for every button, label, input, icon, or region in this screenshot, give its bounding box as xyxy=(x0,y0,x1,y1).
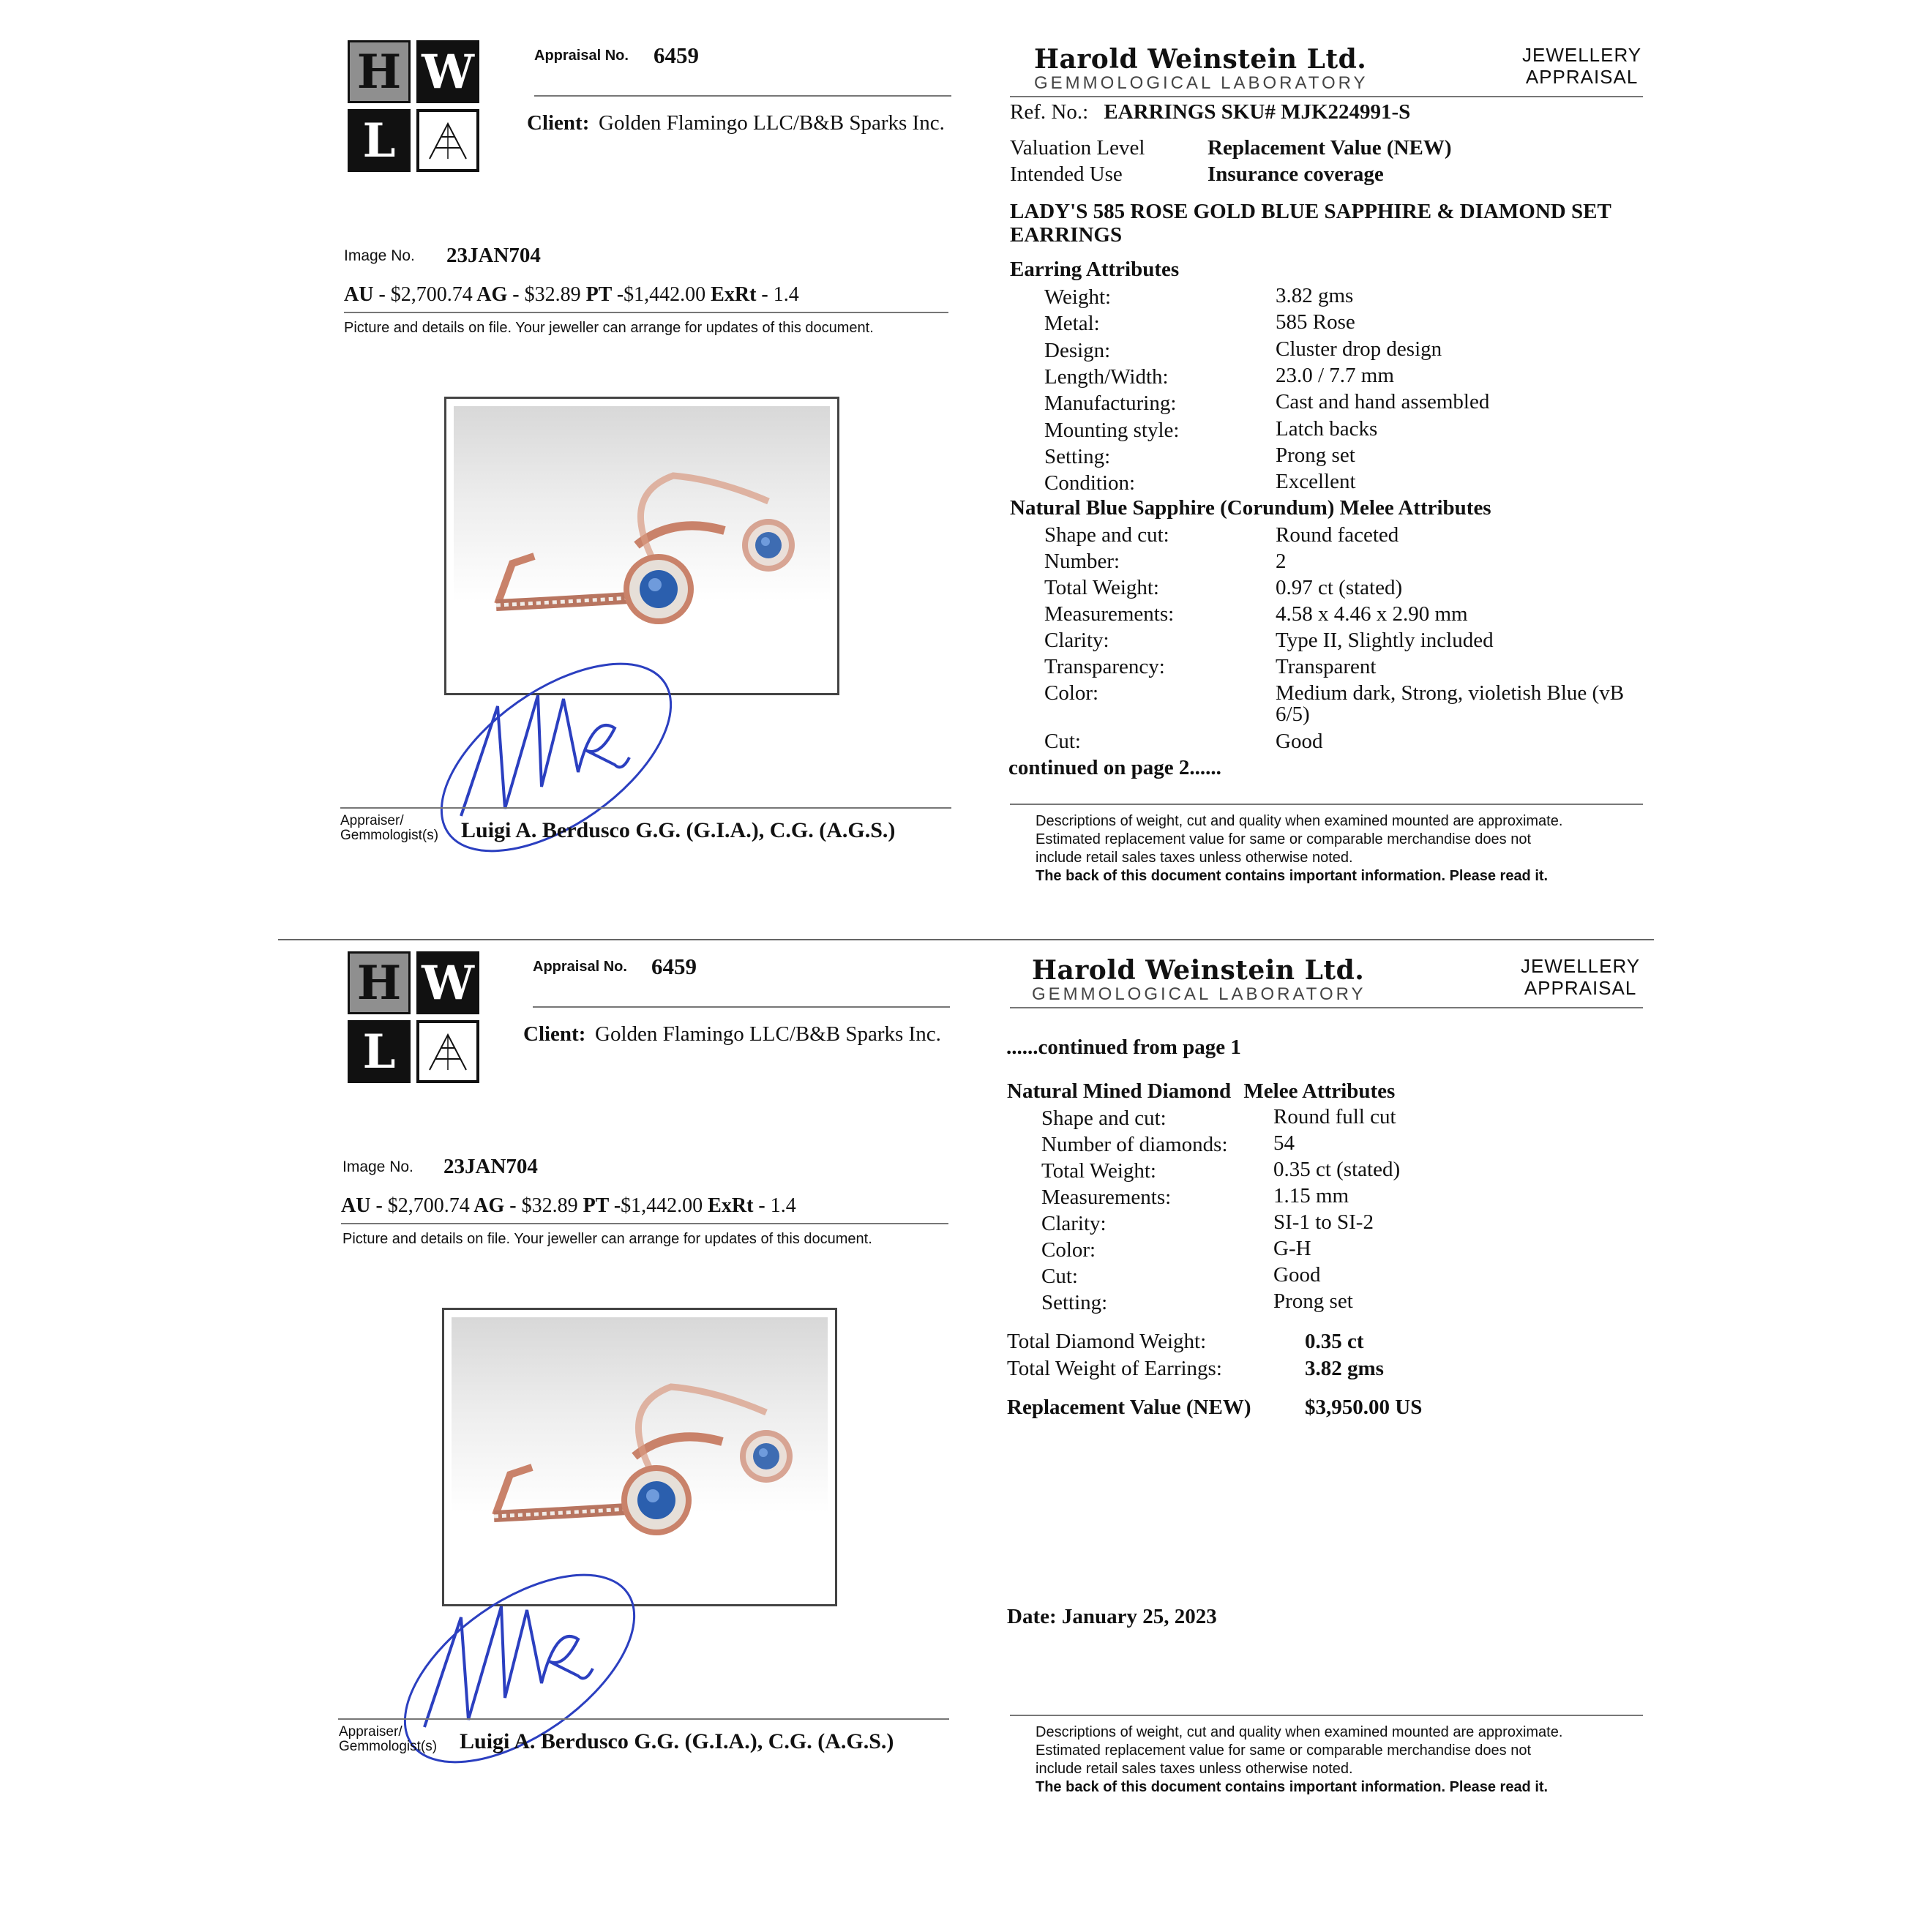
metal-prices: AU - $2,700.74 AG - $32.89 PT -$1,442.00 ExRt - 1.4 xyxy=(341,1194,796,1217)
attr-key: Number: xyxy=(1044,550,1120,573)
attr-value: Transparent xyxy=(1276,655,1377,678)
appraisal-no: 6459 xyxy=(654,42,699,68)
sapphire-heading: Natural Blue Sapphire (Corundum) Melee Attributes xyxy=(1010,496,1491,520)
attr-value: SI-1 to SI-2 xyxy=(1273,1210,1374,1234)
attr-value: Round faceted xyxy=(1276,523,1399,547)
appraiser-name: Luigi A. Berdusco G.G. (G.I.A.), C.G. (A.G.S.) xyxy=(461,818,896,842)
firm-sub: GEMMOLOGICAL LABORATORY xyxy=(1034,73,1368,93)
firm-name: Harold Weinstein Ltd. xyxy=(1034,44,1367,75)
appraiser-label: Appraiser/ Gemmologist(s) xyxy=(340,813,439,843)
attr-key: Total Weight: xyxy=(1041,1159,1156,1183)
total-weight-value: 3.82 gms xyxy=(1305,1357,1384,1380)
logo-letter-l: L xyxy=(348,1020,411,1083)
continued-from: ......continued from page 1 xyxy=(1006,1036,1241,1059)
logo-emblem-icon xyxy=(416,109,479,172)
client-label: Client: xyxy=(527,111,590,135)
attr-key: Transparency: xyxy=(1044,655,1165,678)
attr-value: G-H xyxy=(1273,1237,1311,1260)
appraisal-page-2 xyxy=(278,940,1661,1848)
attr-value: 1.15 mm xyxy=(1273,1184,1349,1208)
replacement-label: Replacement Value (NEW) xyxy=(1007,1396,1251,1419)
attr-key: Design: xyxy=(1044,338,1111,362)
attr-key: Setting: xyxy=(1044,444,1111,468)
attr-value: 3.82 gms xyxy=(1276,284,1354,307)
doc-type: JEWELLERY APPRAISAL xyxy=(1522,44,1642,88)
attr-key: Cut: xyxy=(1041,1265,1078,1288)
client-name: Golden Flamingo LLC/B&B Sparks Inc. xyxy=(595,1022,941,1046)
attr-key: Condition: xyxy=(1044,471,1136,495)
total-weight-label: Total Weight of Earrings: xyxy=(1007,1357,1222,1380)
appraiser-name: Luigi A. Berdusco G.G. (G.I.A.), C.G. (A.G.S.) xyxy=(460,1729,894,1753)
total-diamond-value: 0.35 ct xyxy=(1305,1330,1364,1353)
attr-value: 54 xyxy=(1273,1131,1295,1155)
diamond-heading: Natural Mined Diamond Melee Attributes xyxy=(1007,1079,1396,1103)
attr-key: Cut: xyxy=(1044,730,1081,753)
disclaimer: Descriptions of weight, cut and quality when examined mounted are approximate. Estimated replacement value for same or comparable merchandise does not include retail sales taxes unless otherwise noted. The back of this document contains important information. Please read it. xyxy=(1036,1724,1563,1795)
attr-key: Clarity: xyxy=(1044,629,1109,652)
earring-heading: Earring Attributes xyxy=(1010,258,1180,281)
attr-value: 0.97 ct (stated) xyxy=(1276,576,1403,599)
firm-header xyxy=(1032,955,1366,1005)
attr-value: Type II, Slightly included xyxy=(1276,629,1494,652)
attr-value: Good xyxy=(1276,730,1323,753)
client-name: Golden Flamingo LLC/B&B Sparks Inc. xyxy=(599,111,945,135)
earring-photo xyxy=(442,1308,837,1606)
attr-key: Length/Width: xyxy=(1044,364,1169,389)
attr-value: 585 Rose xyxy=(1276,310,1355,334)
attr-value: Good xyxy=(1273,1263,1321,1287)
appraisal-page-1 xyxy=(278,29,1661,937)
valuation-label: Valuation Level xyxy=(1010,136,1145,160)
firm-header xyxy=(1034,44,1368,94)
total-diamond-label: Total Diamond Weight: xyxy=(1007,1330,1207,1353)
client-label: Client: xyxy=(523,1022,586,1046)
attr-value: Prong set xyxy=(1276,443,1355,467)
appraisal-no: 6459 xyxy=(651,954,697,979)
earring-photo xyxy=(444,397,839,695)
firm-name: Harold Weinstein Ltd. xyxy=(1032,955,1365,986)
attr-value: Medium dark, Strong, violetish Blue (vB xyxy=(1276,681,1625,705)
picture-note: Picture and details on file. Your jeweller can arrange for updates of this document. xyxy=(344,320,874,336)
attr-value: Excellent xyxy=(1276,470,1356,494)
replacement-value: $3,950.00 US xyxy=(1305,1396,1423,1419)
appraisal-no-label: Appraisal No. xyxy=(533,959,627,975)
logo-letter-h: H xyxy=(348,951,411,1014)
metal-prices: AU - $2,700.74 AG - $32.89 PT -$1,442.00 ExRt - 1.4 xyxy=(344,283,799,306)
ref-row: Ref. No.: EARRINGS SKU# MJK224991-S xyxy=(1010,100,1411,124)
attr-key: Measurements: xyxy=(1044,602,1175,626)
attr-key: Mounting style: xyxy=(1044,418,1180,442)
attr-value: 2 xyxy=(1276,550,1287,573)
firm-sub: GEMMOLOGICAL LABORATORY xyxy=(1032,984,1366,1004)
image-no-label: Image No. xyxy=(344,247,415,264)
disclaimer: Descriptions of weight, cut and quality when examined mounted are approximate. Estimated replacement value for same or comparable merchandise does not include retail sales taxes unless otherwise noted. The back of this document contains important information. Please read it. xyxy=(1036,813,1563,884)
logo-letter-w: W xyxy=(416,40,479,103)
logo-letter-h: H xyxy=(348,40,411,103)
item-title: LADY'S 585 ROSE GOLD BLUE SAPPHIRE & DIAMOND SET EARRINGS xyxy=(1010,200,1611,247)
image-no: 23JAN704 xyxy=(446,244,541,267)
attr-value: Prong set xyxy=(1273,1289,1353,1313)
attr-value: 0.35 ct (stated) xyxy=(1273,1158,1401,1181)
attr-key: Number of diamonds: xyxy=(1041,1133,1228,1156)
attr-key: Color: xyxy=(1041,1238,1096,1262)
logo-letter-w: W xyxy=(416,951,479,1014)
attr-key: Shape and cut: xyxy=(1044,523,1169,547)
image-no-label: Image No. xyxy=(342,1158,413,1175)
picture-note: Picture and details on file. Your jeweller can arrange for updates of this document. xyxy=(342,1231,872,1247)
continued-note: continued on page 2...... xyxy=(1008,756,1221,779)
attr-key: Color: xyxy=(1044,681,1099,705)
attr-key: Weight: xyxy=(1044,285,1112,309)
attr-value: 4.58 x 4.46 x 2.90 mm xyxy=(1276,602,1468,626)
attr-key: Clarity: xyxy=(1041,1212,1107,1235)
use-value: Insurance coverage xyxy=(1208,162,1384,186)
attr-key: Measurements: xyxy=(1041,1186,1172,1209)
valuation-value: Replacement Value (NEW) xyxy=(1208,136,1452,160)
attr-key: Total Weight: xyxy=(1044,576,1159,599)
attr-value: Cluster drop design xyxy=(1276,337,1442,361)
doc-type: JEWELLERY APPRAISAL xyxy=(1521,955,1641,999)
attr-value-cont: 6/5) xyxy=(1276,703,1310,726)
appraisal-date: Date: January 25, 2023 xyxy=(1007,1605,1217,1628)
attr-value: 23.0 / 7.7 mm xyxy=(1276,363,1394,387)
logo-emblem-icon xyxy=(416,1020,479,1083)
hwl-logo xyxy=(348,951,479,1083)
attr-key: Metal: xyxy=(1044,312,1100,336)
image-no: 23JAN704 xyxy=(443,1155,538,1178)
attr-key: Shape and cut: xyxy=(1041,1107,1167,1130)
attr-value: Latch backs xyxy=(1276,416,1378,441)
attr-value: Cast and hand assembled xyxy=(1276,390,1490,414)
logo-letter-l: L xyxy=(348,109,411,172)
appraiser-label: Appraiser/ Gemmologist(s) xyxy=(339,1724,438,1754)
use-label: Intended Use xyxy=(1010,162,1123,186)
appraisal-no-label: Appraisal No. xyxy=(534,48,629,64)
attr-value: Round full cut xyxy=(1273,1105,1396,1128)
hwl-logo xyxy=(348,40,479,172)
attr-key: Manufacturing: xyxy=(1044,392,1177,416)
attr-key: Setting: xyxy=(1041,1291,1108,1314)
